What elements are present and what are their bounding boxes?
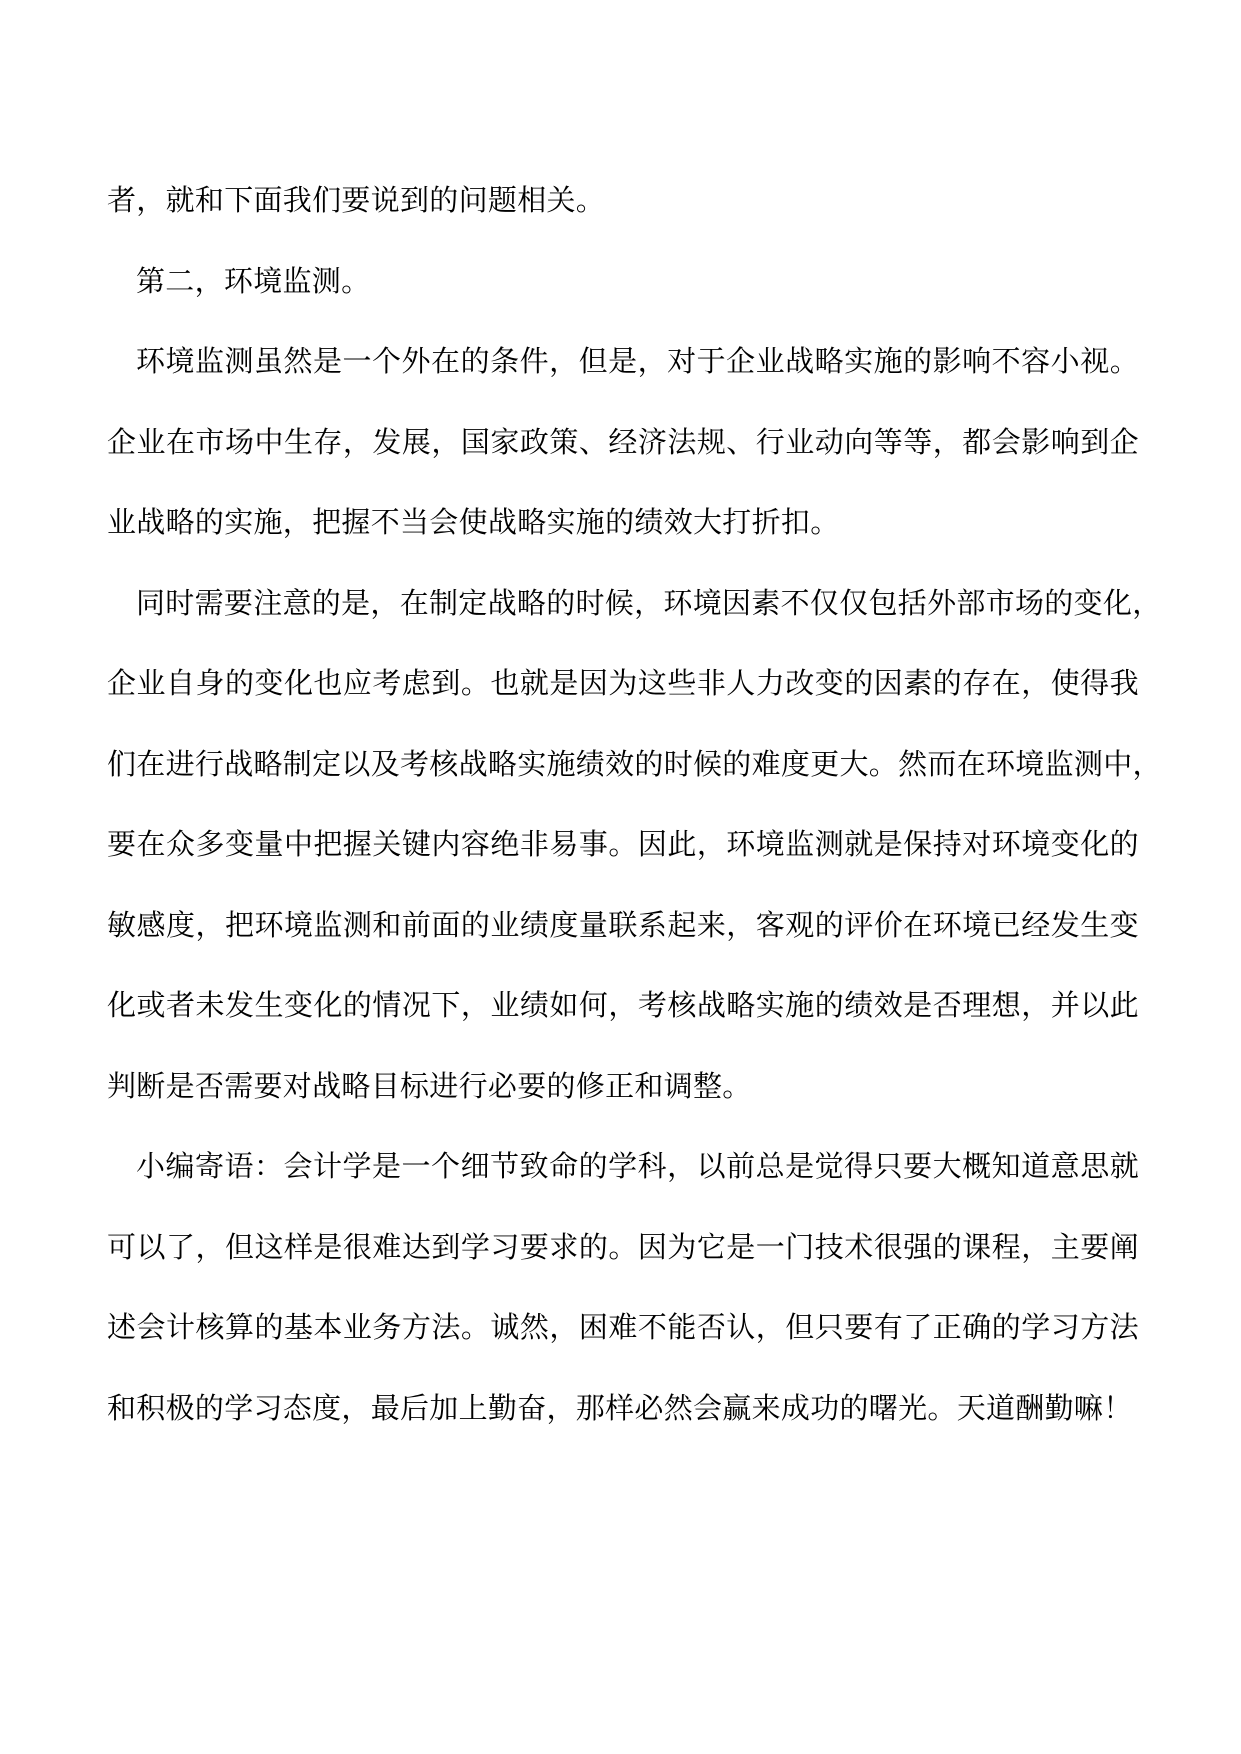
paragraph-heading-environment-monitoring [107,241,1139,322]
document-page [107,160,1162,1448]
text-line: 和积极的学习态度，最后加上勤奋，那样必然会赢来成功的曙光。天道酬勤嘛！ [107,1390,1133,1425]
text-line: 判断是否需要对战略目标进行必要的修正和调整。 [107,1068,752,1103]
text-line: 可以了，但这样是很难达到学习要求的。因为它是一门技术很强的课程，主要阐 [107,1229,1139,1264]
text-line: 环境监测虽然是一个外在的条件，但是，对于企业战略实施的影响不容小视。 [136,344,1139,378]
text-line: 企业在市场中生存，发展，国家政策、经济法规、行业动向等等，都会影响到企 [107,424,1139,459]
text-line: 第二，环境监测。 [136,263,371,298]
paragraph-editor-note [107,1126,1139,1448]
text-line: 小编寄语：会计学是一个细节致命的学科，以前总是觉得只要大概知道意思就 [136,1149,1139,1183]
text-line: 企业自身的变化也应考虑到。也就是因为这些非人力改变的因素的存在，使得我 [107,666,1139,700]
paragraph-environment-intro [107,321,1139,563]
text-line: 业战略的实施，把握不当会使战略实施的绩效大打折扣。 [107,505,840,539]
text-line: 同时需要注意的是，在制定战略的时候，环境因素不仅仅包括外部市场的变化， [136,585,1162,620]
text-line: 述会计核算的基本业务方法。诚然，困难不能否认，但只要有了正确的学习方法 [107,1310,1139,1344]
text-line: 化或者未发生变化的情况下，业绩如何，考核战略实施的绩效是否理想，并以此 [107,988,1139,1022]
text-line: 们在进行战略制定以及考核战略实施绩效的时候的难度更大。然而在环境监测中， [107,746,1162,781]
paragraph-continuation [107,160,1139,241]
paragraph-environment-details [107,563,1162,1127]
text-line: 者，就和下面我们要说到的问题相关。 [107,183,606,217]
text-line: 敏感度，把环境监测和前面的业绩度量联系起来，客观的评价在环境已经发生变 [107,907,1139,942]
text-line: 要在众多变量中把握关键内容绝非易事。因此，环境监测就是保持对环境变化的 [107,827,1139,861]
